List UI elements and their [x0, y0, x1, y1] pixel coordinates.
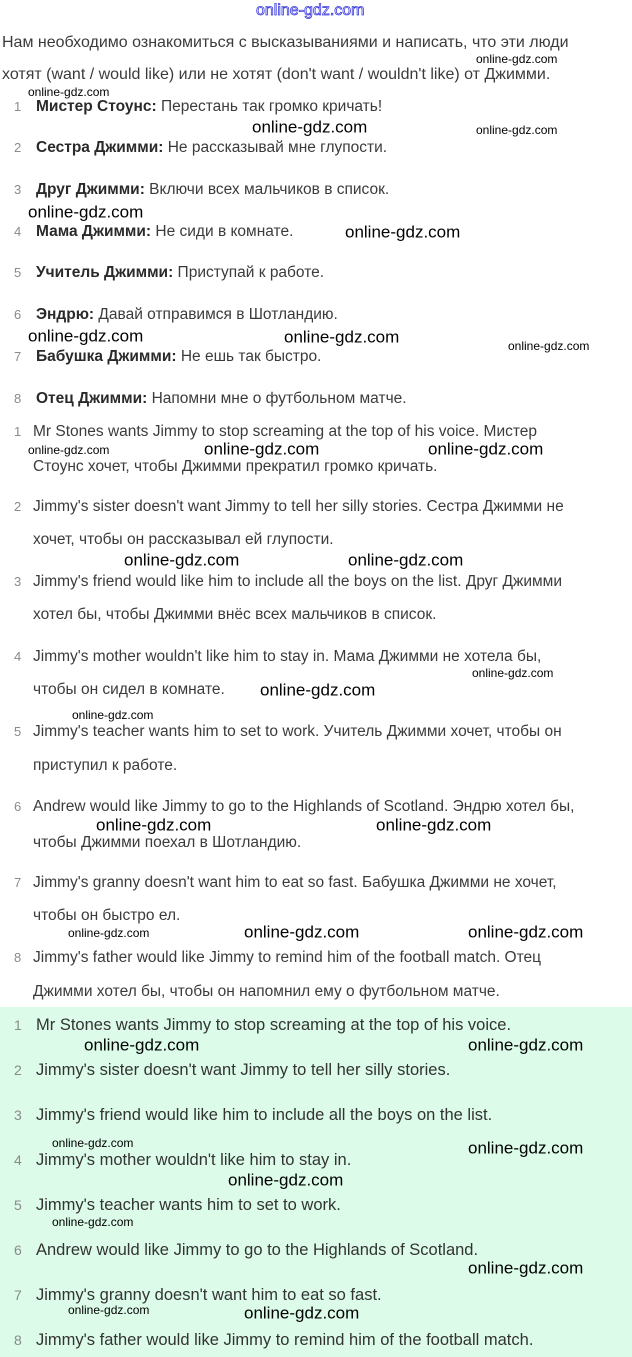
translation-line: Jimmy's friend would like him to include all the boys on the list. Друг Джимми [33, 573, 562, 590]
item-number: 3 [14, 1107, 22, 1123]
item-number: 5 [14, 1197, 22, 1213]
speaker-name: Учитель Джимми: [36, 264, 174, 281]
item-number: 1 [14, 99, 22, 114]
watermark: online-gdz.com [28, 443, 110, 457]
statement [36, 181, 389, 199]
item-number: 3 [14, 574, 22, 589]
answer-text: Mr Stones wants Jimmy to stop screaming at the top of his voice. [36, 1016, 512, 1034]
watermark: online-gdz.com [68, 926, 150, 940]
watermark: online-gdz.com [468, 1035, 584, 1055]
watermark: online-gdz.com [84, 1035, 200, 1055]
item-number: 4 [14, 1152, 22, 1168]
translation-line: чтобы Джимми поехал в Шотландию. [33, 834, 302, 851]
watermark: online-gdz.com [376, 815, 492, 835]
watermark: online-gdz.com [244, 1303, 360, 1323]
item-number: 2 [14, 499, 22, 514]
speaker-name: Эндрю: [36, 306, 95, 323]
statement [36, 348, 321, 366]
item-number: 6 [14, 799, 22, 814]
intro-line: Нам необходимо ознакомиться с высказываниями и написать, что эти люди [2, 34, 569, 51]
watermark: online-gdz.com [260, 680, 376, 700]
watermark: online-gdz.com [345, 222, 461, 242]
watermark: online-gdz.com [244, 922, 360, 942]
translation-line: Стоунс хочет, чтобы Джимми прекратил громко кричать. [33, 458, 438, 475]
statement [36, 98, 382, 116]
statement [36, 139, 387, 157]
translation-line: Jimmy's teacher wants him to set to work. Учитель Джимми хочет, чтобы он [33, 723, 562, 740]
item-number: 4 [14, 649, 22, 664]
answer-text: Jimmy's friend would like him to include all the boys on the list. [36, 1106, 493, 1124]
watermark: online-gdz.com [52, 1215, 134, 1229]
speaker-name: Бабушка Джимми: [36, 348, 177, 365]
watermark: online-gdz.com [284, 327, 400, 347]
statement-text: Приступай к работе. [173, 264, 325, 281]
watermark: online-gdz.com [228, 1170, 344, 1190]
speaker-name: Сестра Джимми: [36, 139, 164, 156]
translation-line: Jimmy's mother wouldn't like him to stay in. Мама Джимми не хотела бы, [33, 648, 542, 665]
statement-text: Не рассказывай мне глупости. [163, 139, 388, 156]
statement-text: Перестань так громко кричать! [156, 98, 383, 115]
item-number: 2 [14, 1062, 22, 1078]
watermark: online-gdz.com [28, 326, 144, 346]
statement-text: Напомни мне о футбольном матче. [147, 390, 407, 407]
translation-line: Mr Stones wants Jimmy to stop screaming at the top of his voice. Мистер [33, 423, 538, 440]
item-number: 6 [14, 1242, 22, 1258]
watermark: online-gdz.com [68, 1303, 150, 1317]
watermark: online-gdz.com [52, 1136, 134, 1150]
translation-line: чтобы он быстро ел. [33, 907, 181, 924]
item-number: 7 [14, 875, 22, 890]
translation-line: Джимми хотел бы, чтобы он напомнил ему о футбольном матче. [33, 983, 500, 1000]
answer-text: Andrew would like Jimmy to go to the Highlands of Scotland. [36, 1241, 479, 1259]
statement-text: Давай отправимся в Шотландию. [94, 306, 338, 323]
watermark: online-gdz.com [348, 550, 464, 570]
item-number: 1 [14, 424, 22, 439]
item-number: 4 [14, 224, 22, 239]
watermark: online-gdz.com [28, 202, 144, 222]
answer-text: Jimmy's teacher wants him to set to work. [36, 1196, 341, 1214]
item-number: 5 [14, 724, 22, 739]
statement [36, 223, 293, 241]
watermark: online-gdz.com [472, 666, 554, 680]
translation-line: Jimmy's granny doesn't want him to eat so fast. Бабушка Джимми не хочет, [33, 874, 557, 891]
speaker-name: Мистер Стоунс: [36, 98, 157, 115]
answer-text: Jimmy's mother wouldn't like him to stay in. [36, 1151, 352, 1169]
translation-line: Jimmy's father would like Jimmy to remind him of the football match. Отец [33, 949, 542, 966]
item-number: 7 [14, 349, 22, 364]
watermark-logo: online-gdz.com [256, 2, 365, 19]
translation-line: хотел бы, чтобы Джимми внёс всех мальчиков в список. [33, 606, 437, 623]
translation-line: приступил к работе. [33, 757, 178, 774]
item-number: 5 [14, 265, 22, 280]
watermark: online-gdz.com [72, 708, 154, 722]
answer-text: Jimmy's father would like Jimmy to remind him of the football match. [36, 1331, 534, 1349]
speaker-name: Мама Джимми: [36, 223, 152, 240]
statement [36, 390, 407, 408]
statement [36, 264, 324, 282]
watermark: online-gdz.com [28, 85, 110, 99]
item-number: 1 [14, 1017, 22, 1033]
item-number: 7 [14, 1287, 22, 1303]
watermark: online-gdz.com [468, 1258, 584, 1278]
watermark: online-gdz.com [204, 439, 320, 459]
answer-text: Jimmy's sister doesn't want Jimmy to tell her silly stories. [36, 1061, 451, 1079]
translation-line: хочет, чтобы он рассказывал ей глупости. [33, 531, 334, 548]
statement-text: Включи всех мальчиков в список. [144, 181, 390, 198]
answer-text: Jimmy's granny doesn't want him to eat so fast. [36, 1286, 382, 1304]
speaker-name: Друг Джимми: [36, 181, 145, 198]
statement-text: Не ешь так быстро. [176, 348, 322, 365]
translation-line: Jimmy's sister doesn't want Jimmy to tell her silly stories. Сестра Джимми не [33, 498, 564, 515]
item-number: 8 [14, 391, 22, 406]
item-number: 2 [14, 140, 22, 155]
item-number: 8 [14, 950, 22, 965]
watermark: online-gdz.com [468, 1138, 584, 1158]
watermark: online-gdz.com [508, 339, 590, 353]
watermark: online-gdz.com [468, 922, 584, 942]
statement-text: Не сиди в комнате. [151, 223, 294, 240]
statement [36, 306, 338, 324]
speaker-name: Отец Джимми: [36, 390, 148, 407]
watermark: online-gdz.com [476, 52, 558, 66]
watermark: online-gdz.com [124, 550, 240, 570]
watermark: online-gdz.com [428, 439, 544, 459]
watermark: online-gdz.com [476, 123, 558, 137]
watermark: online-gdz.com [252, 117, 368, 137]
item-number: 8 [14, 1332, 22, 1348]
intro-line: хотят (want / would like) или не хотят (don't want / wouldn't like) от Джимми. [2, 66, 551, 83]
item-number: 6 [14, 307, 22, 322]
watermark: online-gdz.com [96, 815, 212, 835]
item-number: 3 [14, 182, 22, 197]
translation-line: чтобы он сидел в комнате. [33, 681, 225, 698]
translation-line: Andrew would like Jimmy to go to the Highlands of Scotland. Эндрю хотел бы, [33, 798, 575, 815]
